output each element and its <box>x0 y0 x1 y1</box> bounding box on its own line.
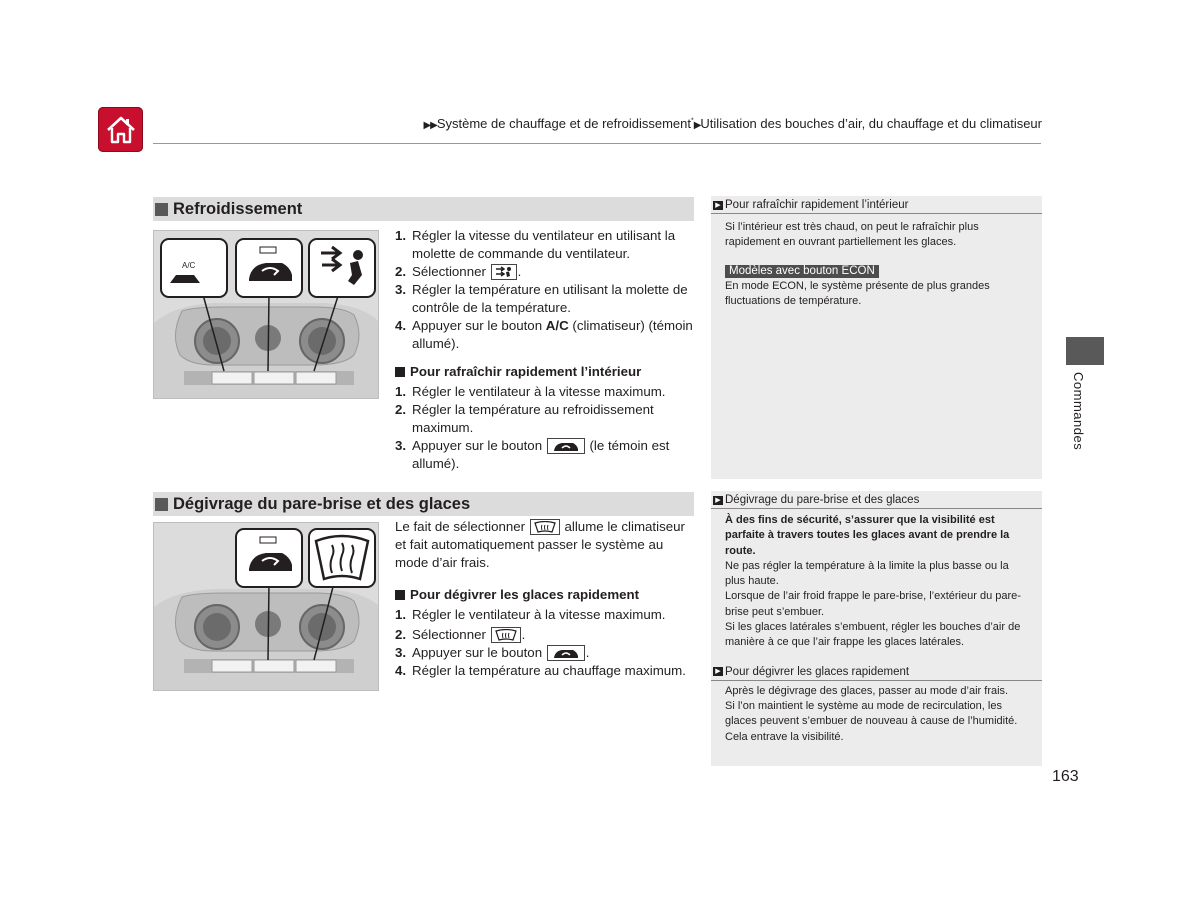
intro-text: allume le climatiseur et fait automatiquement passer le système au mode d’air frais. <box>395 519 685 570</box>
chapter-label: Commandes <box>1071 372 1086 451</box>
safety-warning: À des fins de sécurité, s’assurer que la visibilité est parfaite à travers toutes les glaces avant de prendre la route. <box>725 514 1010 557</box>
svg-text:A/C: A/C <box>182 261 196 270</box>
section-title: Refroidissement <box>173 200 303 218</box>
step-number: 1. <box>395 607 407 622</box>
step-number: 3. <box>395 282 407 297</box>
climate-panel-illustration-defrost <box>153 522 379 691</box>
side-note-text: Si l’intérieur est très chaud, on peut le rafraîchir plus rapidement en ouvrant partiellement les glaces. <box>725 221 979 249</box>
step-item <box>395 401 695 437</box>
step-item <box>395 644 695 662</box>
ac-button-label: A/C <box>545 318 569 333</box>
max-cool-icon <box>491 264 517 280</box>
chapter-tab[interactable] <box>1066 337 1104 365</box>
breadcrumb-arrow-icon: ▶▶ <box>423 120 437 131</box>
side-note-title-text: Dégivrage du pare-brise et des glaces <box>725 494 920 506</box>
breadcrumb-part1[interactable]: Système de chauffage et de refroidissement <box>436 116 691 131</box>
side-note-title-text: Pour rafraîchir rapidement l’intérieur <box>725 199 909 211</box>
subsection-title-text: Pour dégivrer les glaces rapidement <box>410 587 640 602</box>
side-note-text: En mode ECON, le système présente de plus grandes fluctuations de température. <box>725 279 990 308</box>
step-number: 3. <box>395 645 407 660</box>
recirculation-icon <box>547 645 585 661</box>
step-text: Sélectionner <box>412 264 490 279</box>
side-note-title-text: Pour dégivrer les glaces rapidement <box>725 665 910 678</box>
step-text: Régler le ventilateur à la vitesse maximum. <box>412 607 666 622</box>
step-number: 1. <box>395 228 407 243</box>
step-text: Appuyer sur le bouton <box>412 645 546 660</box>
defrost-instructions <box>395 518 695 680</box>
step-number: 4. <box>395 318 407 333</box>
step-item <box>395 227 695 263</box>
section-refroidissement-header <box>153 197 694 221</box>
step-number: 3. <box>395 438 407 453</box>
step-item <box>395 317 695 353</box>
cooling-instructions <box>395 227 695 473</box>
step-text: . <box>521 627 526 642</box>
step-number: 2. <box>395 264 407 279</box>
subsection-title-text: Pour rafraîchir rapidement l’intérieur <box>410 364 642 379</box>
step-text: Régler la température au refroidissement maximum. <box>412 402 654 435</box>
note-marker-icon: ▶ <box>713 667 723 676</box>
side-note-title <box>711 196 1042 214</box>
step-text: Sélectionner <box>412 627 490 642</box>
side-note-title <box>711 663 1042 681</box>
step-item <box>395 383 695 401</box>
step-text: Régler la température en utilisant la molette de contrôle de la température. <box>412 282 688 315</box>
defrost-icon <box>530 519 560 535</box>
step-number: 4. <box>395 663 407 678</box>
side-note-text: Lorsque de l’air froid frappe le pare-brise, l’extérieur du pare-brise peut s’embuer. <box>725 590 1021 618</box>
breadcrumb <box>423 116 1042 131</box>
step-number: 2. <box>395 402 407 417</box>
section-degivrage-header <box>153 492 694 516</box>
side-note-text: Après le dégivrage des glaces, passer au mode d’air frais. <box>725 684 1009 697</box>
econ-models-tag: Modèles avec bouton ECON <box>725 265 879 278</box>
step-text: (le témoin est allumé). <box>412 438 670 471</box>
climate-panel-illustration-cooling <box>153 230 379 399</box>
defrost-icon <box>491 627 521 643</box>
step-text: . <box>517 264 522 279</box>
section-title: Dégivrage du pare-brise et des glaces <box>173 495 471 513</box>
home-button[interactable] <box>98 107 143 152</box>
side-note-text: Si l’on maintient le système au mode de recirculation, les glaces peuvent s’embuer de nouveau à cause de l’humidité. Cela entrave la visibilité. <box>725 699 1018 743</box>
side-note-cooling <box>711 196 1042 479</box>
step-item <box>395 263 695 281</box>
note-marker-icon: ▶ <box>713 201 723 210</box>
note-marker-icon: ▶ <box>713 496 723 505</box>
step-text: Appuyer sur le bouton <box>412 318 546 333</box>
home-icon <box>105 115 137 145</box>
side-note-defrost <box>711 491 1042 766</box>
breadcrumb-arrow-icon: ▶ <box>693 120 701 131</box>
step-item <box>395 281 695 317</box>
subsection-marker-icon <box>395 590 405 600</box>
section-marker-icon <box>155 203 168 216</box>
subsection-title <box>395 363 695 381</box>
step-item <box>395 662 695 680</box>
step-number: 1. <box>395 384 407 399</box>
defrost-intro <box>395 518 695 572</box>
side-note-text: Si les glaces latérales s’embuent, régler les bouches d’air de manière à ce que l’air frappe les glaces latérales. <box>725 621 1021 649</box>
intro-text: Le fait de sélectionner <box>395 519 529 534</box>
step-item <box>395 606 695 624</box>
side-note-text: Ne pas régler la température à la limite la plus basse ou la plus haute. <box>725 559 1009 588</box>
step-text: (climatiseur) (témoin allumé). <box>412 318 693 351</box>
subsection-marker-icon <box>395 367 405 377</box>
step-item <box>395 437 695 473</box>
page-number: 163 <box>1052 768 1079 785</box>
step-text: Régler la température au chauffage maximum. <box>412 663 686 678</box>
step-number: 2. <box>395 627 407 642</box>
step-text: . <box>585 645 590 660</box>
step-text: Régler la vitesse du ventilateur en utilisant la molette de commande du ventilateur. <box>412 228 676 261</box>
step-text: Régler le ventilateur à la vitesse maximum. <box>412 384 666 399</box>
subsection-title <box>395 586 695 604</box>
section-marker-icon <box>155 498 168 511</box>
header-divider <box>153 143 1041 144</box>
step-item <box>395 626 695 644</box>
side-note-title <box>711 491 1042 509</box>
step-text: Appuyer sur le bouton <box>412 438 546 453</box>
recirculation-icon <box>547 438 585 454</box>
breadcrumb-part2: Utilisation des bouches d’air, du chauffage et du climatiseur <box>700 116 1042 131</box>
breadcrumb-star: * <box>690 117 694 125</box>
